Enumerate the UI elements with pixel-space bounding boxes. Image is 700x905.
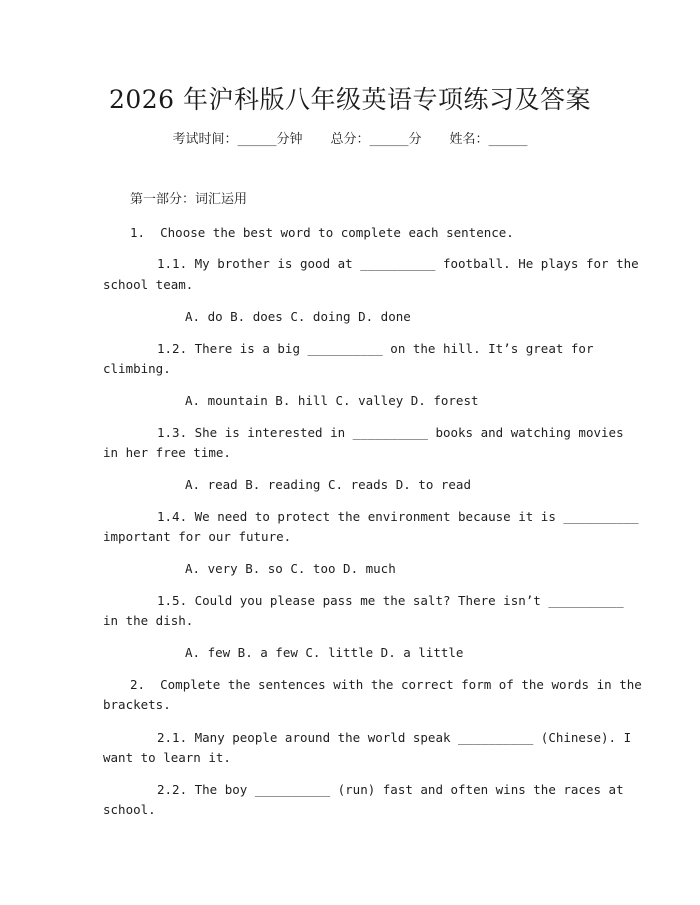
item-2-2-cont: school. xyxy=(103,802,156,817)
time-label: 考试时间： xyxy=(172,132,238,147)
item-1-4: 1.4. We need to protect the environment because it is __________ xyxy=(157,509,639,524)
time-blank: ______ xyxy=(237,132,277,147)
exam-info-line xyxy=(0,131,700,149)
section-heading: 第一部分：词汇运用 xyxy=(130,192,248,207)
question-1 xyxy=(130,223,514,243)
item-1-2: 1.2. There is a big __________ on the hill. It’s great for xyxy=(157,341,594,356)
question-2-cont: brackets. xyxy=(103,697,171,712)
name-blank: ______ xyxy=(488,132,528,147)
item-1-5-options: A. few B. a few C. little D. a little xyxy=(185,645,464,660)
score-label: 总分： xyxy=(330,132,370,147)
item-1-1-cont: school team. xyxy=(103,277,194,292)
time-unit: 分钟 xyxy=(276,132,303,147)
item-1-2-options: A. mountain B. hill C. valley D. forest xyxy=(185,393,479,408)
item-2-2: 2.2. The boy __________ (run) fast and often wins the races at xyxy=(157,782,624,797)
item-1-1-options: A. do B. does C. doing D. done xyxy=(185,309,411,324)
item-1-5: 1.5. Could you please pass me the salt? There isn’t __________ xyxy=(157,593,624,608)
score-unit: 分 xyxy=(408,132,422,147)
item-1-3-options: A. read B. reading C. reads D. to read xyxy=(185,477,471,492)
question-text: Choose the best word to complete each sentence. xyxy=(160,225,514,240)
score-blank: ______ xyxy=(369,132,409,147)
name-label: 姓名： xyxy=(449,132,489,147)
item-2-1: 2.1. Many people around the world speak __________ (Chinese). I xyxy=(157,730,632,745)
item-1-2-cont: climbing. xyxy=(103,361,171,376)
item-2-1-cont: want to learn it. xyxy=(103,750,231,765)
item-1-5-cont: in the dish. xyxy=(103,613,194,628)
item-1-1: 1.1. My brother is good at __________ football. He plays for the xyxy=(157,256,639,271)
item-1-3: 1.3. She is interested in __________ books and watching movies xyxy=(157,425,624,440)
question-number: 1. xyxy=(130,225,146,240)
item-1-3-cont: in her free time. xyxy=(103,445,231,460)
item-1-4-options: A. very B. so C. too D. much xyxy=(185,561,396,576)
item-1-4-cont: important for our future. xyxy=(103,529,292,544)
page-title: 2026 年沪科版八年级英语专项练习及答案 xyxy=(108,85,592,114)
question-2 xyxy=(130,675,642,695)
question-text: Complete the sentences with the correct form of the words in the xyxy=(160,677,642,692)
question-number: 2. xyxy=(130,677,146,692)
